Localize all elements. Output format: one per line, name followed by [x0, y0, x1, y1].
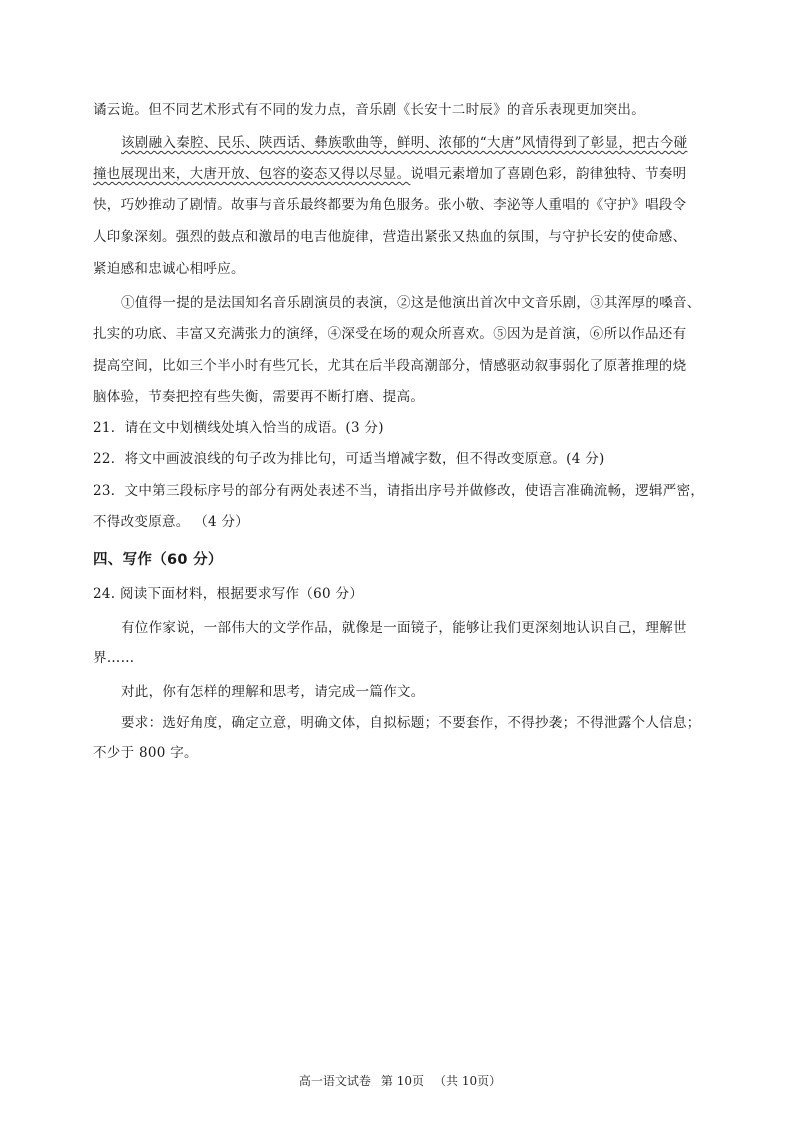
- wavy-underlined-sentence-end: 撞也展现出来，大唐开放、包容的姿态又得以尽显。: [93, 166, 411, 182]
- wavy-underlined-sentence: 该剧融入秦腔、民乐、陕西话、彝族歌曲等，鲜明、浓郁的“大唐”风情得到了彰显，把古今碰: [121, 135, 688, 151]
- requirement-line-2: 不少于 800 字。: [93, 745, 198, 761]
- footer-total-pages: （共 10页）: [434, 1074, 502, 1088]
- paragraph-2-line-4: 人印象深刻。强烈的鼓点和激昂的电吉他旋律，营造出紧张又热血的氛围，与守护长安的使命感、: [93, 229, 687, 245]
- question-22: 22．将文中画波浪线的句子改为排比句，可适当增减字数，但不得改变原意。(4 分): [93, 451, 605, 467]
- question-23-line-1: 23．文中第三段标序号的部分有两处表述不当，请指出序号并做修改，使语言准确流畅，逻辑严密，: [93, 483, 705, 499]
- paragraph-1-line-1: 谲云诡。但不同艺术形式有不同的发力点，音乐剧《长安十二时辰》的音乐表现更加突出。: [93, 102, 645, 118]
- writing-prompt: 对此，你有怎样的理解和思考，请完成一篇作文。: [121, 684, 425, 700]
- paragraph-2-line-5: 紧迫感和忠诚心相呼应。: [93, 261, 245, 277]
- question-24: 24. 阅读下面材料，根据要求写作（60 分）: [93, 586, 364, 602]
- paragraph-3-line-2: 扎实的功底、丰富又充满张力的演绎，④深受在场的观众所喜欢。⑤因为是首演，⑥所以作品还有: [93, 326, 687, 342]
- paragraph-2-line-2: [93, 164, 686, 184]
- footer-exam-title: 高一语文试卷: [298, 1074, 371, 1088]
- footer-page-number: 第 10页: [380, 1074, 424, 1088]
- question-23-line-2: 不得改变原意。 （4 分）: [93, 514, 250, 530]
- paragraph-3-line-4: 脑体验，节奏把控有些失衡，需要再不断打磨、提高。: [93, 389, 425, 405]
- material-line-1: 有位作家说，一部伟大的文学作品，就像是一面镜子，能够让我们更深刻地认识自己，理解世: [121, 620, 687, 636]
- page-footer: [0, 1073, 800, 1089]
- material-line-2: 界……: [93, 650, 135, 666]
- paragraph-2-line-1: [121, 133, 687, 153]
- paragraph-3-line-3: 提高空间，比如三个半小时有些冗长，尤其在后半段高潮部分，情感驱动叙事弱化了原著推理的烧: [93, 358, 687, 374]
- requirement-line-1: 要求：选好角度，确定立意，明确文体，自拟标题；不要套作，不得抄袭；不得泄露个人信息；: [121, 715, 701, 731]
- section-4-heading: 四、写作（60 分）: [93, 552, 223, 568]
- paragraph-3-line-1: ①值得一提的是法国知名音乐剧演员的表演，②这是他演出首次中文音乐剧，③其浑厚的嗓音、: [121, 295, 701, 311]
- paragraph-2-line-3: 快，巧妙推动了剧情。故事与音乐最终都要为角色服务。张小敬、李泌等人重唱的《守护》唱段令: [93, 197, 687, 213]
- paragraph-2-line-2-rest: 说唱元素增加了喜剧色彩，韵律独特、节奏明: [410, 166, 687, 182]
- question-21: 21．请在文中划横线处填入恰当的成语。(3 分): [93, 420, 384, 436]
